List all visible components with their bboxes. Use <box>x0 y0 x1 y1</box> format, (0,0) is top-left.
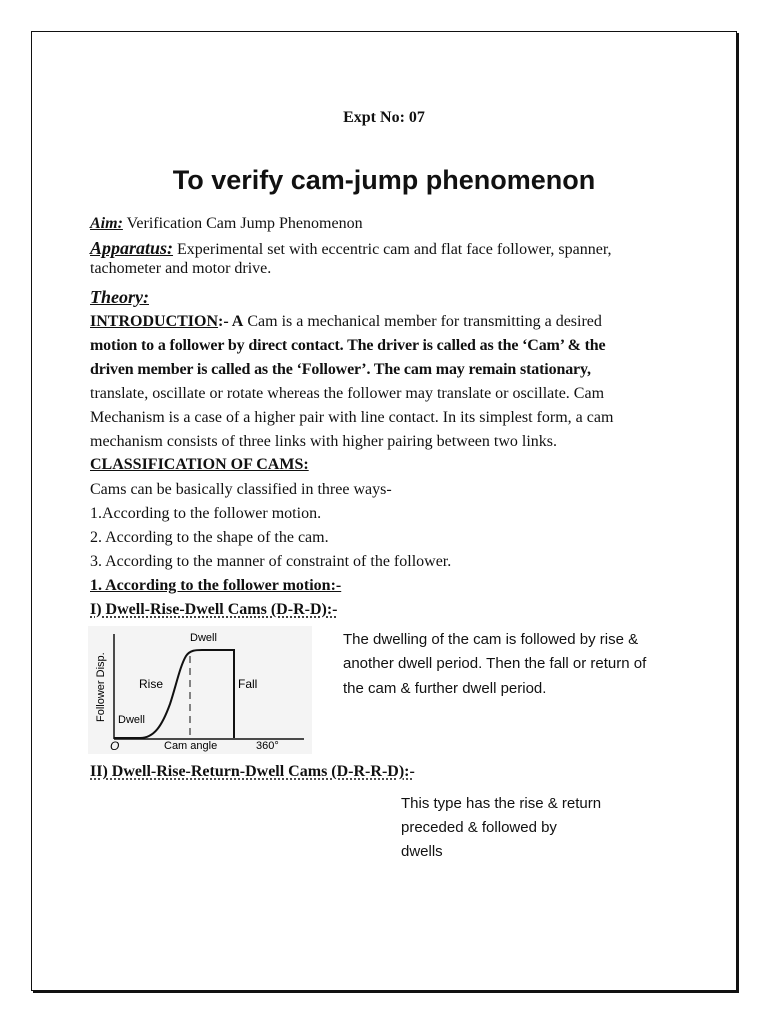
aim-label: Aim: <box>90 215 123 232</box>
drd-desc-2: another dwell period. Then the fall or return of <box>343 655 647 672</box>
intro-line <box>90 310 602 334</box>
section1-heading: 1. According to the follower motion:- <box>90 577 342 594</box>
dwell-bottom-label: Dwell <box>118 714 145 726</box>
x-axis-label: Cam angle <box>164 740 218 752</box>
fall-label: Fall <box>238 677 258 691</box>
diagram-background <box>88 626 312 754</box>
apparatus-text-2: tachometer and motor drive. <box>90 260 272 277</box>
dwell-top-label: Dwell <box>190 632 217 644</box>
theory-line-0: Cam is a mechanical member for transmitting a desired <box>243 313 602 330</box>
classification-item-3: 3. According to the manner of constraint of the follower. <box>90 553 452 570</box>
expt-number: Expt No: 07 <box>343 109 425 126</box>
page-title: To verify cam-jump phenomenon <box>172 165 596 195</box>
drrd-heading: II) Dwell-Rise-Return-Dwell Cams (D-R-R-D):- <box>90 763 415 780</box>
intro-sep: :- A <box>218 313 244 330</box>
drd-desc-3: the cam & further dwell period. <box>343 680 547 697</box>
apparatus-label: Apparatus: <box>90 238 174 258</box>
classification-heading: CLASSIFICATION OF CAMS: <box>90 456 309 473</box>
x-end-label: 360° <box>256 740 279 752</box>
theory-line-5: mechanism consists of three links with higher pairing between two links. <box>90 433 558 450</box>
drrd-desc-1: This type has the rise & return <box>401 795 602 812</box>
theory-label: Theory: <box>90 287 149 307</box>
classification-item-1: 1.According to the follower motion. <box>90 505 322 522</box>
aim-text: Verification Cam Jump Phenomenon <box>122 215 363 232</box>
y-axis-label: Follower Disp. <box>95 652 107 722</box>
intro-label: INTRODUCTION <box>90 313 219 330</box>
drd-desc-1: The dwelling of the cam is followed by rise & <box>343 631 639 648</box>
theory-line-3: translate, oscillate or rotate whereas the follower may translate or oscillate. Cam <box>90 385 605 402</box>
cam-displacement-diagram <box>88 626 312 754</box>
theory-line-1: motion to a follower by direct contact. The driver is called as the ‘Cam’ & the <box>90 337 606 354</box>
dwell-rise-dwell-heading: I) Dwell-Rise-Dwell Cams (D-R-D):- <box>90 601 338 618</box>
theory-heading <box>90 285 149 311</box>
apparatus-text-1: Experimental set with eccentric cam and flat face follower, spanner, <box>173 241 612 258</box>
theory-line-4: Mechanism is a case of a higher pair with line contact. In its simplest form, a cam <box>90 409 614 426</box>
aim-line <box>90 212 363 236</box>
drrd-desc-3: dwells <box>401 843 443 860</box>
origin-label: O <box>110 739 120 753</box>
classification-item-2: 2. According to the shape of the cam. <box>90 529 329 546</box>
rise-label: Rise <box>139 677 164 691</box>
classification-intro: Cams can be basically classified in three ways- <box>90 481 392 498</box>
drrd-desc-2: preceded & followed by <box>401 819 557 836</box>
theory-line-2: driven member is called as the ‘Follower’. The cam may remain stationary, <box>90 361 591 378</box>
